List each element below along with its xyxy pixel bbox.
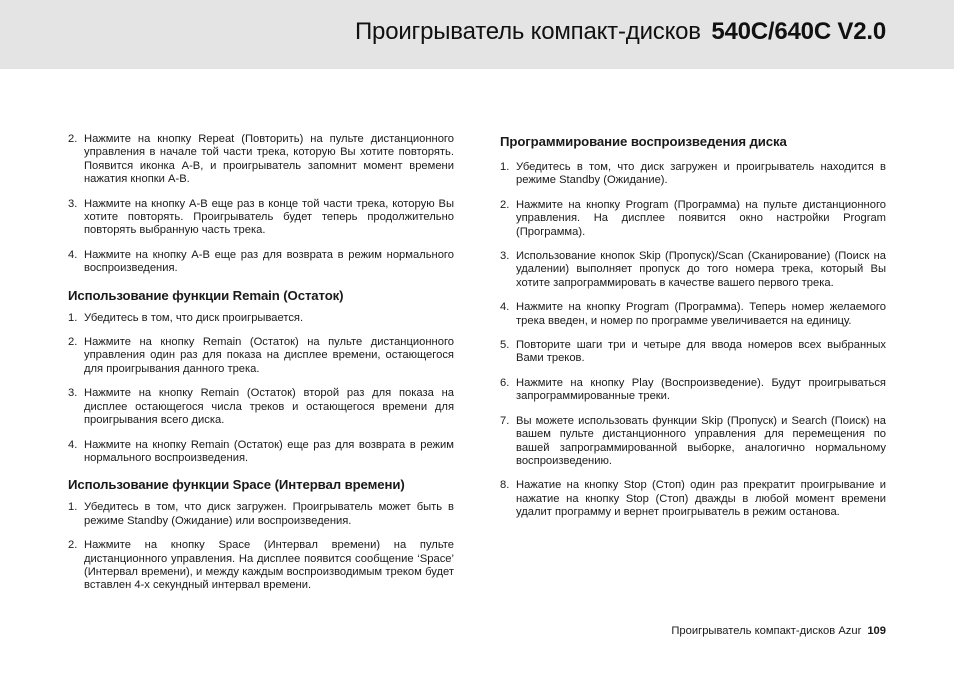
item-text: Нажмите на кнопку Repeat (Повторить) на пульте дистанционного управления в начале той части трека, которую Вы хотите повторять. Появится иконка A-B, и проигрыватель запомнит момент времени нажатия кнопки A-B. [84, 133, 454, 186]
right-column [500, 134, 886, 531]
item-number: 2. [68, 336, 78, 349]
item-text: Повторите шаги три и четыре для ввода номеров всех выбранных Вами треков. [516, 339, 886, 365]
list-item [500, 377, 886, 404]
section-heading-space: Использование функции Space (Интервал времени) [68, 477, 405, 493]
item-number: 6. [500, 376, 510, 389]
list-item [68, 336, 454, 376]
item-text: Нажмите на кнопку Remain (Остаток) второй раз для показа на дисплее остающегося числа треков и остающегося времени для проигрывания всего диска. [84, 387, 454, 427]
footer-text: Проигрыватель компакт-дисков Azur [671, 625, 862, 637]
item-text: Нажмите на кнопку Remain (Остаток) еще раз для возврата в режим нормального воспроизведения. [84, 438, 454, 464]
page-footer [671, 625, 886, 637]
page-title [355, 18, 886, 46]
model-name: 540C/640C V2.0 [711, 18, 886, 45]
item-text: Убедитесь в том, что диск проигрывается. [84, 311, 304, 324]
list-item [68, 312, 454, 325]
item-number: 1. [68, 501, 78, 514]
item-number: 2. [68, 133, 78, 145]
item-number: 3. [500, 250, 510, 263]
item-number: 2. [500, 198, 510, 211]
space-list [68, 501, 454, 592]
item-text: Нажмите на кнопку Remain (Остаток) на пульте дистанционного управления один раз для показа на дисплее времени, остающегося для проигрывания данного трека. [84, 336, 454, 375]
page-number: 109 [867, 625, 886, 637]
list-item [68, 439, 454, 466]
list-item [68, 198, 454, 238]
program-list [500, 161, 886, 520]
item-text: Использование кнопок Skip (Пропуск)/Scan (Сканирование) (Поиск на удалении) выполняет пропуск до того номера трека, который Вы хотите запрограммировать в качестве вашего первого трека. [516, 250, 886, 289]
repeat-list [68, 133, 454, 276]
list-item [500, 301, 886, 328]
item-number: 4. [68, 438, 78, 451]
item-text: Нажмите на кнопку Space (Интервал времени) на пульте дистанционного управления. На дисплее появится сообщение ‘Space’ (Интервал времени), и между каждым воспроизводимым треком будет вставлен 4-х секундный интервал времени. [84, 539, 454, 592]
item-number: 5. [500, 339, 510, 352]
list-item [500, 250, 886, 290]
item-number: 4. [68, 248, 78, 261]
item-text: Нажмите на кнопку Program (Программа) на пульте дистанционного управления. На дисплее появится окно настройки Program (Программа). [516, 198, 886, 238]
list-item [68, 539, 454, 593]
left-column [68, 133, 454, 604]
item-number: 7. [500, 414, 510, 427]
section-heading-program: Программирование воспроизведения диска [500, 134, 787, 149]
list-item [500, 339, 886, 366]
item-number: 1. [500, 161, 510, 173]
list-item [500, 415, 886, 469]
item-number: 3. [68, 387, 78, 400]
title-text: Проигрыватель компакт-дисков [355, 18, 701, 45]
remain-list [68, 312, 454, 466]
item-number: 1. [68, 311, 78, 324]
item-text: Нажатие на кнопку Stop (Стоп) один раз прекратит проигрывание и нажатие на кнопку Stop (Стоп) дважды в любой момент времени удалит программу и вернет проигрыватель в режим останова. [516, 479, 886, 519]
list-item [500, 479, 886, 519]
item-text: Нажмите на кнопку A-B еще раз для возврата в режим нормального воспроизведения. [84, 248, 454, 275]
list-item [500, 161, 886, 188]
item-text: Убедитесь в том, что диск загружен. Проигрыватель может быть в режиме Standby (Ожидание) или воспроизведения. [84, 501, 454, 527]
list-item [68, 501, 454, 528]
section-heading-remain: Использование функции Remain (Остаток) [68, 287, 344, 303]
item-number: 3. [68, 197, 78, 210]
item-number: 4. [500, 301, 510, 314]
list-item [68, 249, 454, 276]
item-number: 8. [500, 479, 510, 492]
list-item [500, 199, 886, 239]
item-text: Вы можете использовать функции Skip (Пропуск) и Search (Поиск) на вашем пульте дистанционного управления для перемещения по вашей запрограммированной выборке, аналогично нормальному воспроизведению. [516, 414, 886, 467]
list-item [68, 387, 454, 427]
item-text: Убедитесь в том, что диск загружен и проигрыватель находится в режиме Standby (Ожидание). [516, 161, 886, 187]
item-text: Нажмите на кнопку A-B еще раз в конце той части трека, которую Вы хотите повторять. Проигрыватель будет теперь продолжительно повторять выбранную часть трека. [84, 197, 454, 237]
item-text: Нажмите на кнопку Program (Программа). Теперь номер желаемого трека введен, и номер по программе увеличивается на единицу. [516, 301, 886, 327]
item-text: Нажмите на кнопку Play (Воспроизведение). Будут проигрываться запрограммированные треки. [516, 376, 886, 403]
item-number: 2. [68, 539, 78, 552]
list-item [68, 133, 454, 187]
